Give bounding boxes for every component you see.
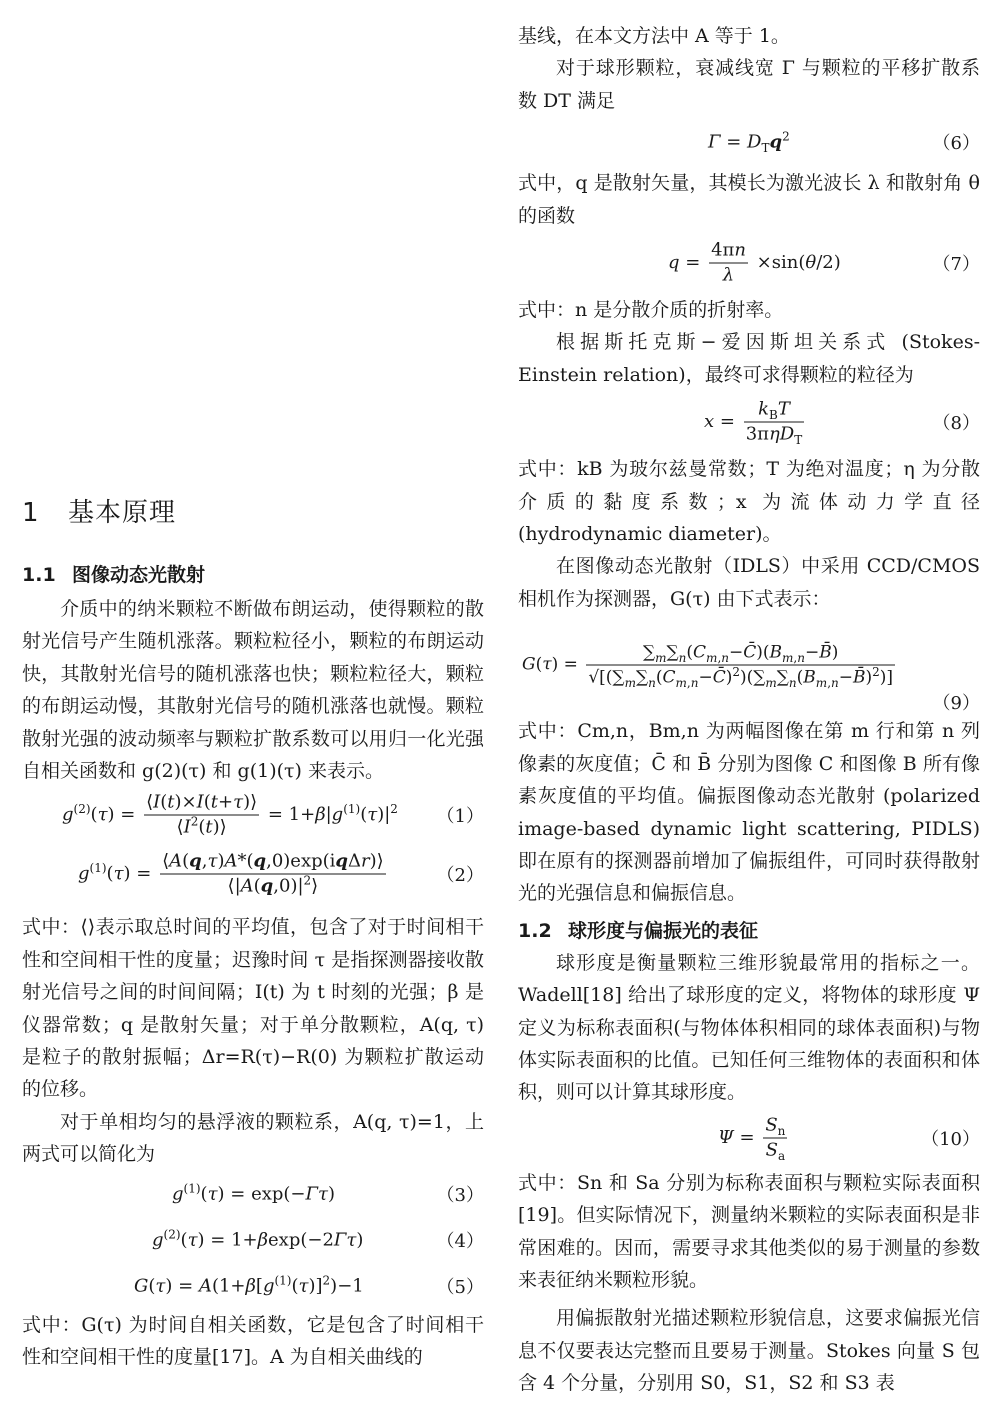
subsection-number: 1.1 (22, 564, 56, 586)
paragraph: 根据斯托克斯−爱因斯坦关系式 (Stokes-Einstein relation)，最终可求得颗粒的粒径为 (518, 331, 980, 386)
equation-number: （9） (932, 693, 980, 715)
equation-number: （5） (436, 1276, 484, 1298)
section-heading-1 (22, 492, 176, 529)
equation-4: $g^{(2)}(\tau) = 1+\beta\exp(-2\Gamma\tau)$ （4） (152, 1227, 484, 1252)
subsection-title: 球形度与偏振光的表征 (568, 919, 759, 942)
section-number: 1 (22, 498, 40, 528)
equation-number: （6） (932, 133, 980, 155)
equation-number: （8） (932, 413, 980, 435)
subsection-title: 图像动态光散射 (72, 564, 206, 586)
subsection-heading-1-2 (518, 916, 980, 943)
paragraph: 式中：kB 为玻尔兹曼常数；T 为绝对温度；η 为分散介质的黏度系数；x 为流体动力学直径 (hydrodynamic diameter)。 (518, 458, 980, 546)
equation-2: $g^{(1)}(\tau)$ = $\frac{\text{⟨A(q,τ)A*(q,0)exp(iqΔr)⟩}}{⟨|A(q,0)|^2⟩}$ （2） (78, 850, 484, 897)
paragraph: 式中：Cm,n，Bm,n 为两幅图像在第 m 行和第 n 列像素的灰度值；C̄ 和 B̄ 分别为图像 C 和图像 B 所有像素灰度值的平均值。偏振图像动态光散射 (polarized image-based dynamic light scattering, PIDLS) 即在原有的探测器前增加了偏振组件，可同时获得散射光的光强信息和偏振信息。 (518, 720, 980, 905)
equation-number: （7） (932, 254, 980, 276)
subsection-number: 1.2 (518, 919, 552, 942)
subsection-heading-1-1 (22, 560, 484, 587)
paragraph: 介质中的纳米颗粒不断做布朗运动，使得颗粒的散射光信号产生随机涨落。颗粒粒径小，颗粒的布朗运动快，其散射光信号的随机涨落也快；颗粒粒径大，颗粒的布朗运动慢，其散射光信号的随机涨落也就慢。颗粒散射光强的波动频率与颗粒扩散系数可以用归一化光强自相关函数和 g(2)(τ) 和 g(1)(τ) 来表示。 (22, 598, 484, 783)
equation-9: G(τ) = $\frac{\sum_m\sum_n(C_{m,n}-C̄)(B_{m,n}-B̄)}{√[(\sum_m\sum_n(C_{m,n}-C̄)^2)(\sum_m\sum_n(B_{m,n}-B̄)^2)]}$ （9） (522, 642, 980, 715)
equation-number: （2） (436, 865, 484, 887)
equation-8: x = $\frac{k_BT}{3\pi\eta D_T}$ （8） (704, 398, 980, 448)
paragraph: 对于单相均匀的悬浮液的颗粒系，A(q, τ)=1，上两式可以简化为 (22, 1110, 484, 1166)
paragraph: 基线，在本文方法中 A 等于 1。 (518, 25, 790, 47)
equation-10: Ψ = $\frac{S_n}{S_a}$ （10） (718, 1114, 980, 1163)
equation-5: $G(\tau) = A(1+\beta[g^{(1)}(\tau)]^2)-1$ （5） (134, 1273, 484, 1298)
equation-6: $\Gamma = D_Tq^2$ （6） (708, 129, 980, 156)
equation-3: $g^{(1)}(\tau) = \exp(-\Gamma\tau)$ （3） (172, 1181, 484, 1206)
equation-number: （4） (436, 1230, 484, 1252)
equation-7: q = $\frac{4\pi n}{\lambda}$ ×sin(θ/2) （7） (668, 239, 980, 286)
paragraph: 在图像动态光散射（IDLS）中采用 CCD/CMOS 相机作为探测器，G(τ) 由下式表示： (518, 555, 980, 610)
section-title: 基本原理 (68, 498, 177, 528)
paragraph: 式中：G(τ) 为时间自相关函数，它是包含了时间相干性和空间相干性的度量[17]。A 为自相关曲线的 (22, 1313, 484, 1369)
paragraph: 式中：⟨⟩表示取总时间的平均值，包含了对于时间相干性和空间相干性的度量；迟豫时间 τ 是指探测器接收散射光信号之间的时间间隔；I(t) 为 t 时刻的光强；β 是仪器常数；q 是散射矢量；对于单分散颗粒，A(q, τ) 是粒子的散射振幅；Δr=R(τ)−R(0) 为颗粒扩散运动的位移。 (22, 916, 484, 1101)
paragraph: 对于球形颗粒，衰减线宽 Γ 与颗粒的平移扩散系数 DT 满足 (518, 57, 980, 112)
paragraph: 式中：Sn 和 Sa 分别为标称表面积与颗粒实际表面积[19]。但实际情况下，测量纳米颗粒的实际表面积是非常困难的。因而，需要寻求其他类似的易于测量的参数来表征纳米颗粒形貌。 (518, 1171, 980, 1291)
paragraph: 球形度是衡量颗粒三维形貌最常用的指标之一。Wadell[18] 给出了球形度的定义，将物体的球形度 Ψ 定义为标称表面积(与物体体积相同的球体表面积)与物体实际表面积的比值。已知任何三维物体的表面积和体积，则可以计算其球形度。 (518, 951, 980, 1104)
equation-number: （1） (436, 806, 484, 828)
paragraph: 式中，q 是散射矢量，其模长为激光波长 λ 和散射角 θ 的函数 (518, 172, 980, 227)
equation-1: $g^{(2)}(\tau)$ = $\frac{⟨I(t)\times I(t+\tau)⟩}{⟨I^2(t)⟩}$ = $1+\beta|g^{(1)}(\tau)|^2$ （1） (62, 791, 484, 838)
equation-number: （3） (436, 1184, 484, 1206)
paragraph: 用偏振散射光描述颗粒形貌信息，这要求偏振光信息不仅要表达完整而且要易于测量。Stokes 向量 S 包含 4 个分量，分别用 S0，S1，S2 和 S3 表 (518, 1307, 980, 1395)
equation-number: （10） (921, 1128, 980, 1150)
paragraph: 式中：n 是分散介质的折射率。 (518, 299, 784, 322)
